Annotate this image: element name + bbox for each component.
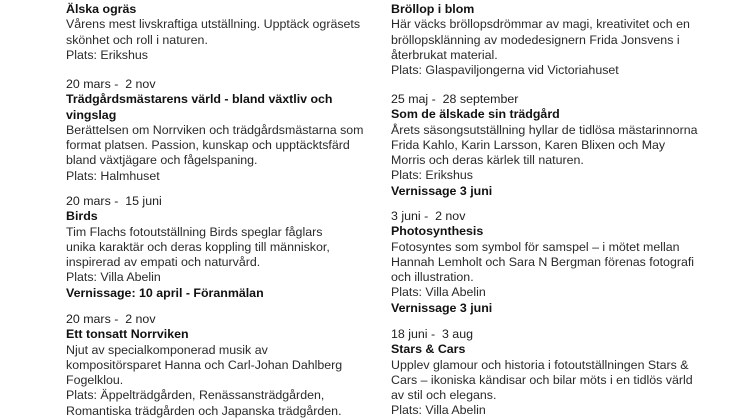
event-title: Som de älskade sin trädgård	[391, 107, 560, 122]
event-vernissage: Vernissage 3 juni	[391, 183, 493, 198]
event-description: Här väcks bröllopsdrömmar av magi, kreativitet och en bröllopsklänning av modedesignern Frida Jonsvens i återbrukat material.	[391, 17, 690, 62]
event-date: 20 mars - 15 juni	[66, 194, 162, 208]
event-date: 20 mars - 2 nov	[66, 312, 156, 326]
event-description: Upplev glamour och historia i fotoutställningen Stars & Cars – ikoniska kändisar och bilar möts i en tidlös värld av stil och elegans.	[391, 357, 693, 403]
event-description: Årets säsongsutställning hyllar de tidlösa mästarinnorna Frida Kahlo, Karin Larsson, Karen Blixen och May Morris och deras kärlek till naturen.	[391, 122, 698, 168]
event-place: Plats: Erikshus	[66, 47, 148, 62]
event-entry	[391, 2, 731, 78]
event-place: Plats: Äppelträdgården, Renässansträdgården, Romantiska trädgården och Japanska trädgården.	[66, 388, 342, 418]
event-title: Trädgårdsmästarens värld - bland växtliv och vingslag	[66, 92, 333, 122]
event-place: Plats: Villa Abelin	[391, 403, 486, 418]
event-place: Plats: Villa Abelin	[391, 285, 486, 300]
event-date: 25 maj - 28 september	[391, 92, 519, 106]
event-date: 20 mars - 2 nov	[66, 77, 156, 91]
event-description: Tim Flachs fotoutställning Birds speglar fåglars unika karaktär och deras koppling till människor, inspirerad av empati och naturvård.	[66, 224, 330, 270]
event-entry	[66, 77, 396, 184]
event-description: Vårens mest livskraftiga utställning. Upptäck ogräsets skönhet och roll i naturen.	[66, 17, 361, 47]
event-date: 3 juni - 2 nov	[391, 209, 466, 223]
event-place: Plats: Glaspaviljongerna vid Victoriahuset	[391, 63, 619, 78]
event-vernissage: Vernissage 3 juni	[391, 300, 493, 315]
event-title: Bröllop i blom	[391, 2, 475, 16]
event-entry	[66, 194, 396, 301]
event-title: Älska ogräs	[66, 2, 137, 16]
event-entry	[391, 92, 731, 199]
event-entry	[391, 327, 731, 419]
event-entry	[66, 2, 396, 63]
event-place: Plats: Halmhuset	[66, 168, 160, 183]
event-title: Birds	[66, 209, 98, 224]
event-title: Stars & Cars	[391, 342, 466, 357]
event-description: Njut av specialkomponerad musik av kompositörsparet Hanna och Carl-Johan Dahlberg Fogelklou.	[66, 342, 343, 388]
event-entry	[391, 209, 731, 316]
event-place: Plats: Villa Abelin	[66, 270, 161, 285]
event-date: 18 juni - 3 aug	[391, 327, 473, 341]
event-place: Plats: Erikshus	[391, 168, 473, 183]
event-title: Ett tonsatt Norrviken	[66, 327, 189, 342]
event-description: Fotosyntes som symbol för samspel – i mötet mellan Hannah Lemholt och Sara N Bergman förenas fotografi och illustration.	[391, 239, 695, 285]
event-vernissage: Vernissage: 10 april - Föranmälan	[66, 285, 264, 300]
event-title: Photosynthesis	[391, 224, 484, 239]
event-description: Berättelsen om Norrviken och trädgårdsmästarna som format platsen. Passion, kunskap och upptäcktsfärd bland växtjägare och fågelspaning.	[66, 122, 364, 168]
event-entry	[66, 312, 396, 419]
